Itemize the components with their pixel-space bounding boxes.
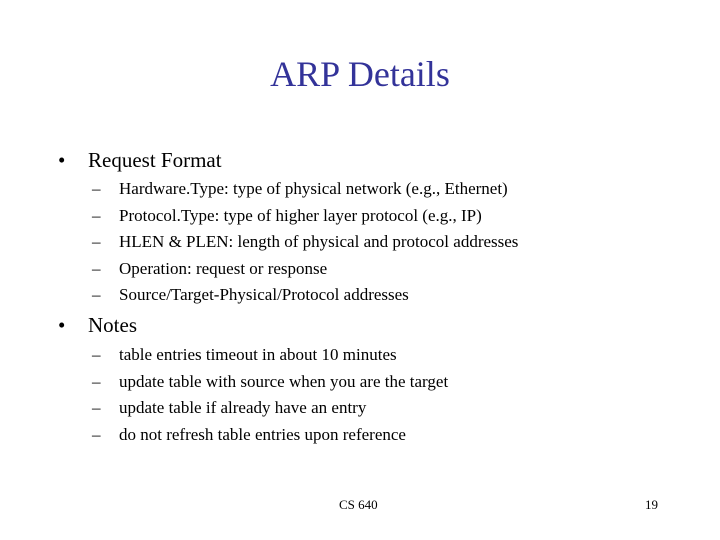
section-heading-label: Request Format <box>88 148 222 172</box>
list-item <box>92 395 448 422</box>
list-item-text: update table if already have an entry <box>119 398 367 417</box>
list-item <box>92 282 518 309</box>
footer-course: CS 640 <box>339 497 378 512</box>
section-heading-notes <box>58 311 137 339</box>
dash-marker: – <box>92 285 101 304</box>
list-item <box>92 369 448 396</box>
list-item <box>92 176 518 203</box>
dash-marker: – <box>92 371 101 391</box>
dash-marker: – <box>92 398 101 417</box>
dash-marker: – <box>92 205 101 225</box>
notes-list <box>92 342 448 448</box>
list-item-text: Source/Target-Physical/Protocol addresses <box>119 285 409 304</box>
list-item-text: Operation: request or response <box>119 258 328 278</box>
list-item-text: Protocol.Type: type of higher layer protocol (e.g., IP) <box>119 205 482 225</box>
dash-marker: – <box>92 258 101 278</box>
list-item-text: Hardware.Type: type of physical network (e.g., Ethernet) <box>119 179 508 198</box>
page-number: 19 <box>645 497 658 512</box>
list-item-text: HLEN & PLEN: length of physical and protocol addresses <box>119 232 519 251</box>
list-item <box>92 229 518 256</box>
bullet-marker: • <box>58 148 66 172</box>
list-item <box>92 342 448 369</box>
section-heading-label: Notes <box>88 313 137 337</box>
dash-marker: – <box>92 345 101 364</box>
list-item <box>92 422 448 449</box>
list-item-text: update table with source when you are the target <box>119 371 449 391</box>
list-item <box>92 256 518 283</box>
list-item-text: do not refresh table entries upon reference <box>119 424 406 444</box>
list-item <box>92 203 518 230</box>
request-format-list <box>92 176 518 309</box>
slide-title: ARP Details <box>270 54 450 94</box>
dash-marker: – <box>92 232 101 251</box>
dash-marker: – <box>92 424 101 444</box>
bullet-marker: • <box>58 313 66 337</box>
dash-marker: – <box>92 179 101 198</box>
list-item-text: table entries timeout in about 10 minutes <box>119 345 397 364</box>
section-heading-request-format <box>58 146 222 174</box>
